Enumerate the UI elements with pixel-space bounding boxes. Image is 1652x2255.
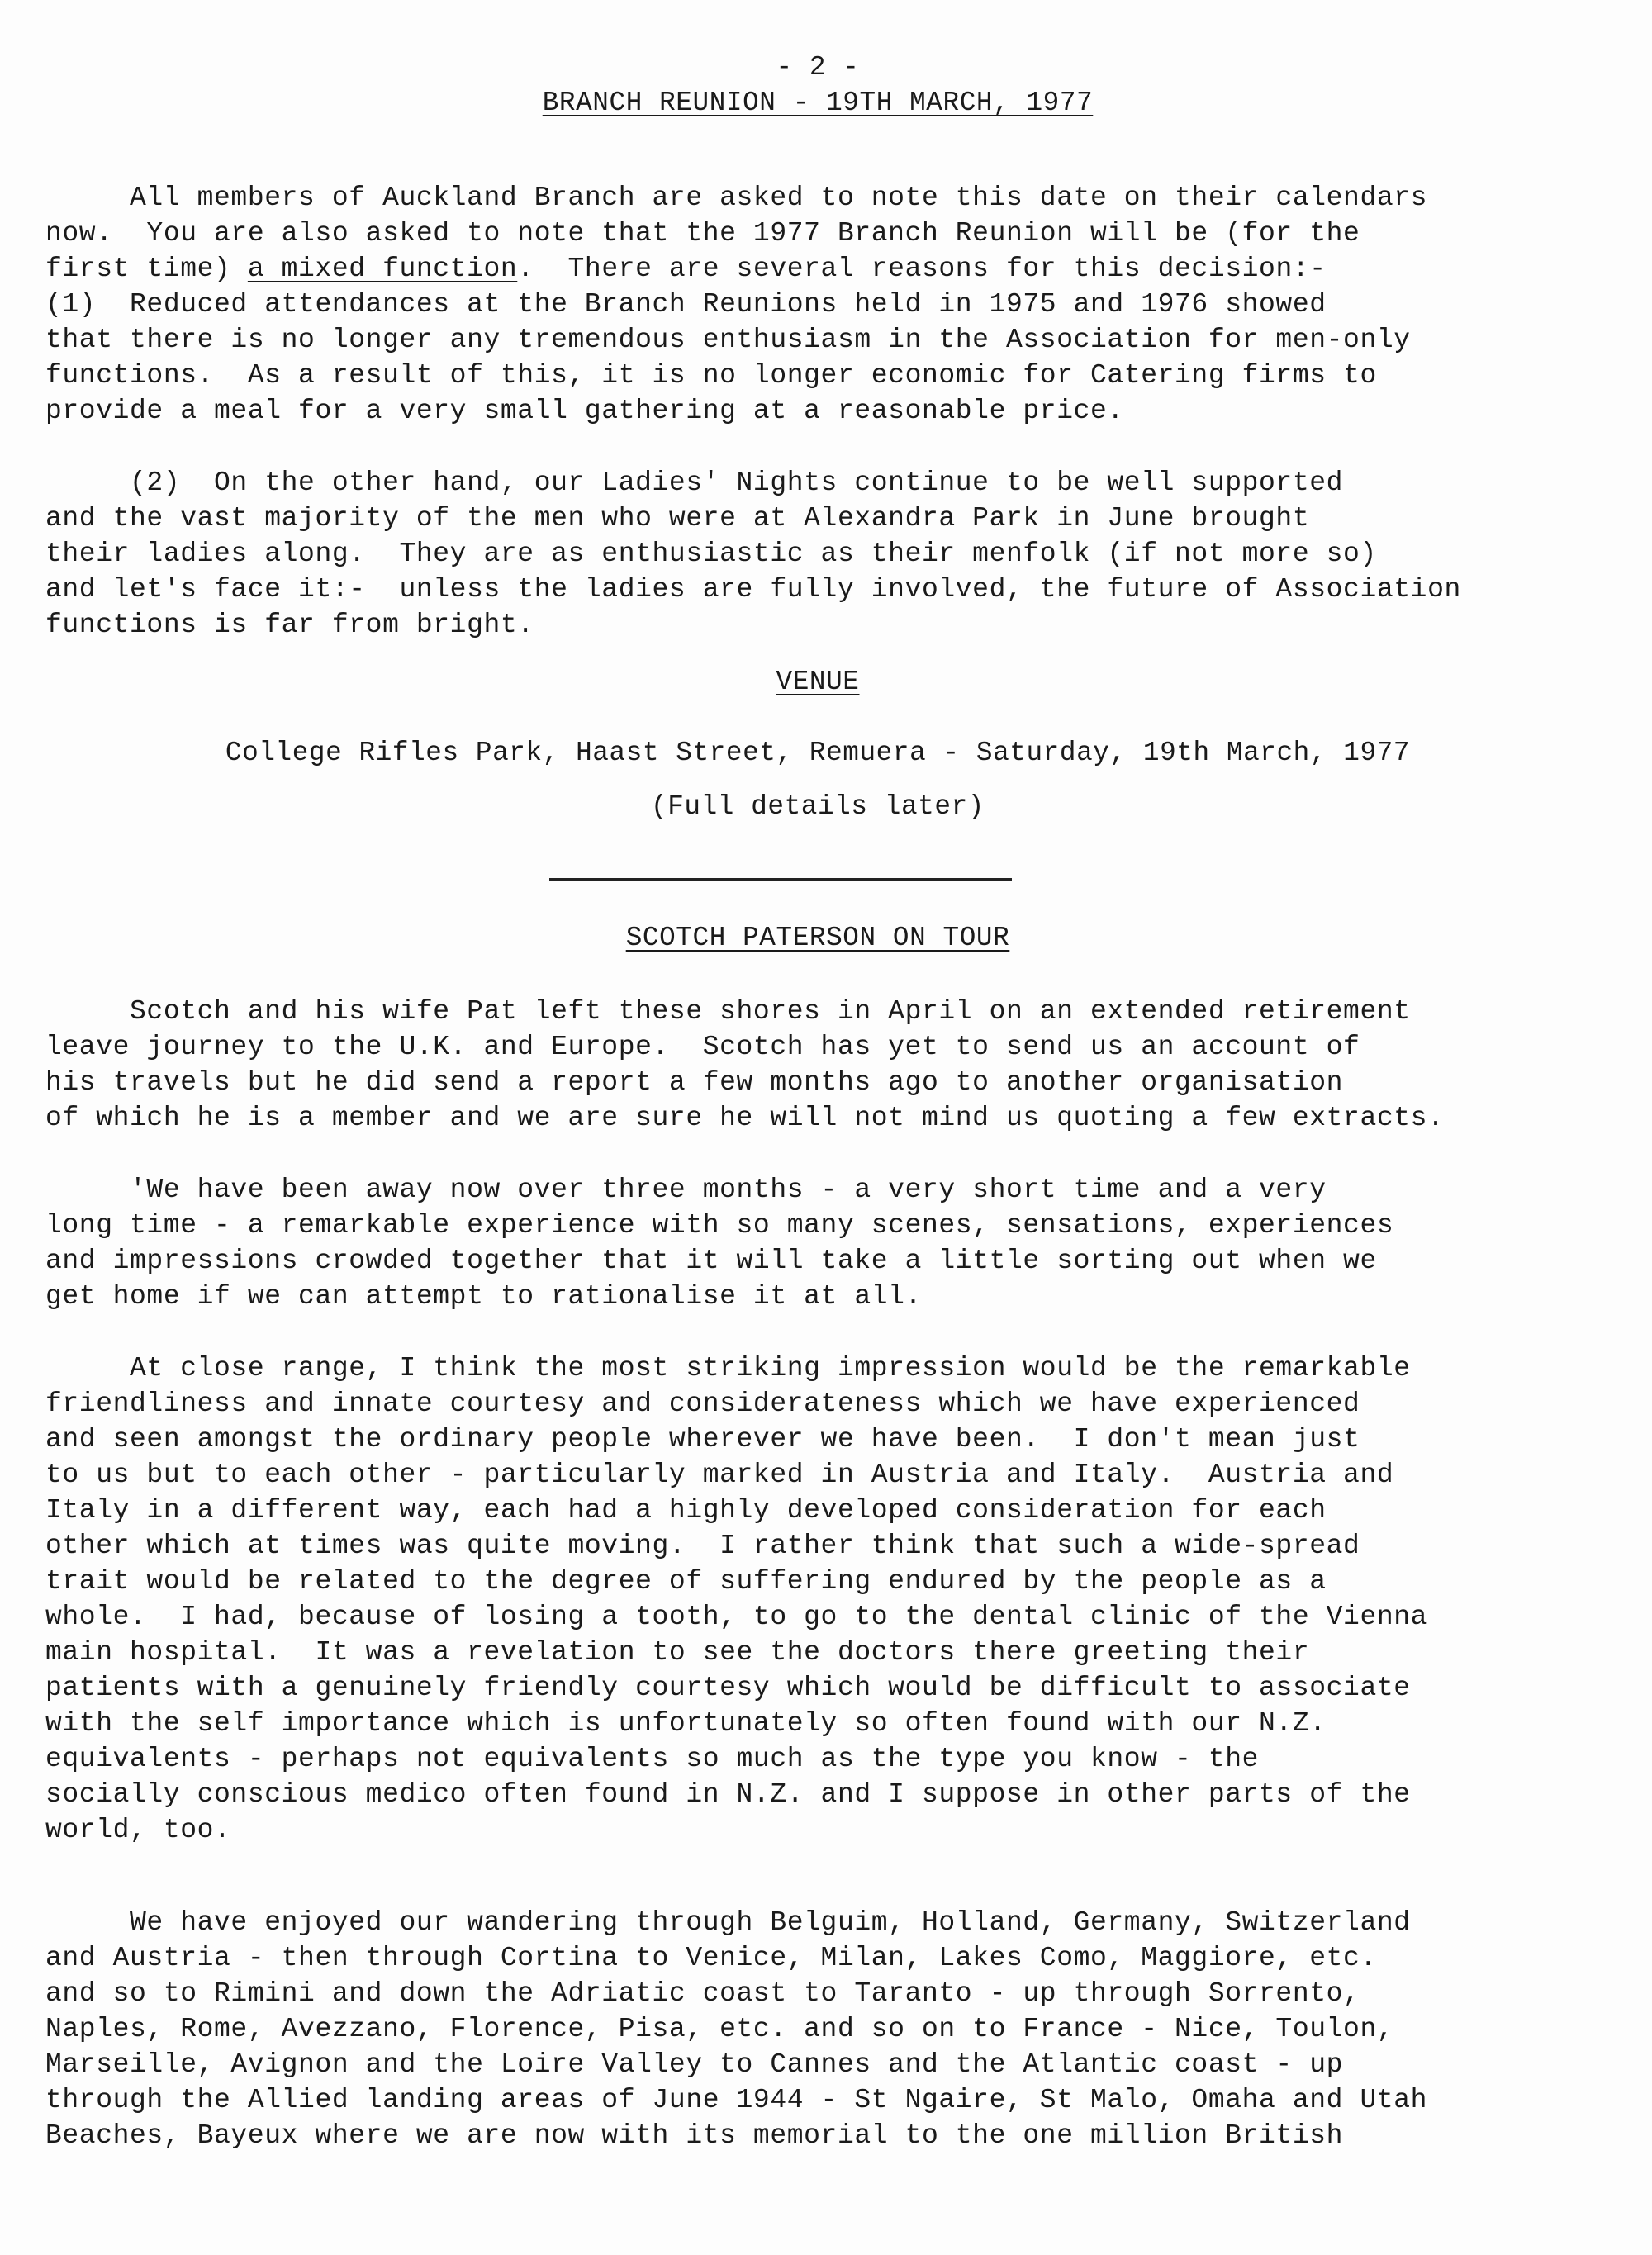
text-line: through the Allied landing areas of June 1944 - St Ngaire, St Malo, Omaha and Utah: [45, 2085, 1428, 2115]
text-line: Scotch and his wife Pat left these shores in April on an extended retirement: [45, 996, 1411, 1027]
tour-heading: SCOTCH PATERSON ON TOUR: [625, 923, 1010, 953]
text-line: and let's face it:- unless the ladies are fully involved, the future of Association: [45, 574, 1461, 605]
text-line: We have enjoyed our wandering through Belguim, Holland, Germany, Switzerland: [45, 1907, 1411, 1938]
text-line: trait would be related to the degree of suffering endured by the people as a: [45, 1566, 1327, 1597]
text-line: At close range, I think the most striking impression would be the remarkable: [45, 1353, 1411, 1384]
text-line: All members of Auckland Branch are asked to note this date on their calendars: [45, 183, 1428, 213]
mixed-function-emphasis: a mixed function: [247, 254, 518, 284]
text-line: (1) Reduced attendances at the Branch Reunions held in 1975 and 1976 showed: [45, 289, 1327, 320]
text-line: 'We have been away now over three months - a very short time and a very: [45, 1175, 1327, 1205]
section-divider: [549, 878, 1012, 881]
text-segment: first time): [45, 254, 248, 284]
text-line: long time - a remarkable experience with so many scenes, sensations, experiences: [45, 1210, 1394, 1241]
text-line: friendliness and innate courtesy and considerateness which we have experienced: [45, 1389, 1360, 1419]
text-line: Naples, Rome, Avezzano, Florence, Pisa, etc. and so on to France - Nice, Toulon,: [45, 2014, 1394, 2044]
text-line: equivalents - perhaps not equivalents so much as the type you know - the: [45, 1744, 1260, 1774]
page-number: - 2 -: [776, 52, 860, 83]
text-line: and seen amongst the ordinary people wherever we have been. I don't mean just: [45, 1424, 1360, 1455]
text-line: socially conscious medico often found in N.Z. and I suppose in other parts of the: [45, 1779, 1411, 1810]
text-line: their ladies along. They are as enthusiastic as their menfolk (if not more so): [45, 539, 1377, 569]
text-line: provide a meal for a very small gathering at a reasonable price.: [45, 396, 1124, 426]
text-line: of which he is a member and we are sure he will not mind us quoting a few extracts.: [45, 1103, 1445, 1133]
venue-details: (Full details later): [650, 791, 985, 822]
text-line: his travels but he did send a report a few months ago to another organisation: [45, 1067, 1344, 1098]
text-line: and impressions crowded together that it will take a little sorting out when we: [45, 1246, 1377, 1276]
text-line: with the self importance which is unfortunately so often found with our N.Z.: [45, 1708, 1327, 1739]
text-line: get home if we can attempt to rationalise it at all.: [45, 1281, 922, 1312]
text-line: Italy in a different way, each had a highly developed consideration for each: [45, 1495, 1327, 1526]
text-line: and so to Rimini and down the Adriatic coast to Taranto - up through Sorrento,: [45, 1978, 1360, 2009]
text-segment: . There are several reasons for this decision:-: [517, 254, 1327, 284]
text-line: other which at times was quite moving. I rather think that such a wide-spread: [45, 1531, 1360, 1561]
venue-location: College Rifles Park, Haast Street, Remuera - Saturday, 19th March, 1977: [225, 738, 1411, 768]
text-line: whole. I had, because of losing a tooth, to go to the dental clinic of the Vienna: [45, 1602, 1428, 1632]
text-line: leave journey to the U.K. and Europe. Scotch has yet to send us an account of: [45, 1032, 1360, 1062]
page-title: BRANCH REUNION - 19TH MARCH, 1977: [542, 88, 1094, 118]
text-line: main hospital. It was a revelation to see the doctors there greeting their: [45, 1637, 1310, 1668]
text-line: now. You are also asked to note that the 1977 Branch Reunion will be (for the: [45, 218, 1360, 249]
text-line: (2) On the other hand, our Ladies' Nights continue to be well supported: [45, 468, 1344, 498]
text-line: patients with a genuinely friendly courtesy which would be difficult to associate: [45, 1673, 1411, 1703]
text-line: that there is no longer any tremendous enthusiasm in the Association for men-only: [45, 325, 1411, 355]
text-line: [45, 251, 1327, 287]
text-line: Marseille, Avignon and the Loire Valley to Cannes and the Atlantic coast - up: [45, 2049, 1344, 2080]
text-line: and Austria - then through Cortina to Venice, Milan, Lakes Como, Maggiore, etc.: [45, 1943, 1377, 1973]
text-line: and the vast majority of the men who were at Alexandra Park in June brought: [45, 503, 1310, 534]
venue-heading: VENUE: [776, 667, 860, 697]
text-line: functions. As a result of this, it is no longer economic for Catering firms to: [45, 360, 1377, 391]
text-line: world, too.: [45, 1815, 231, 1845]
text-line: functions is far from bright.: [45, 610, 534, 640]
text-line: to us but to each other - particularly marked in Austria and Italy. Austria and: [45, 1460, 1394, 1490]
text-line: Beaches, Bayeux where we are now with its memorial to the one million British: [45, 2120, 1344, 2151]
